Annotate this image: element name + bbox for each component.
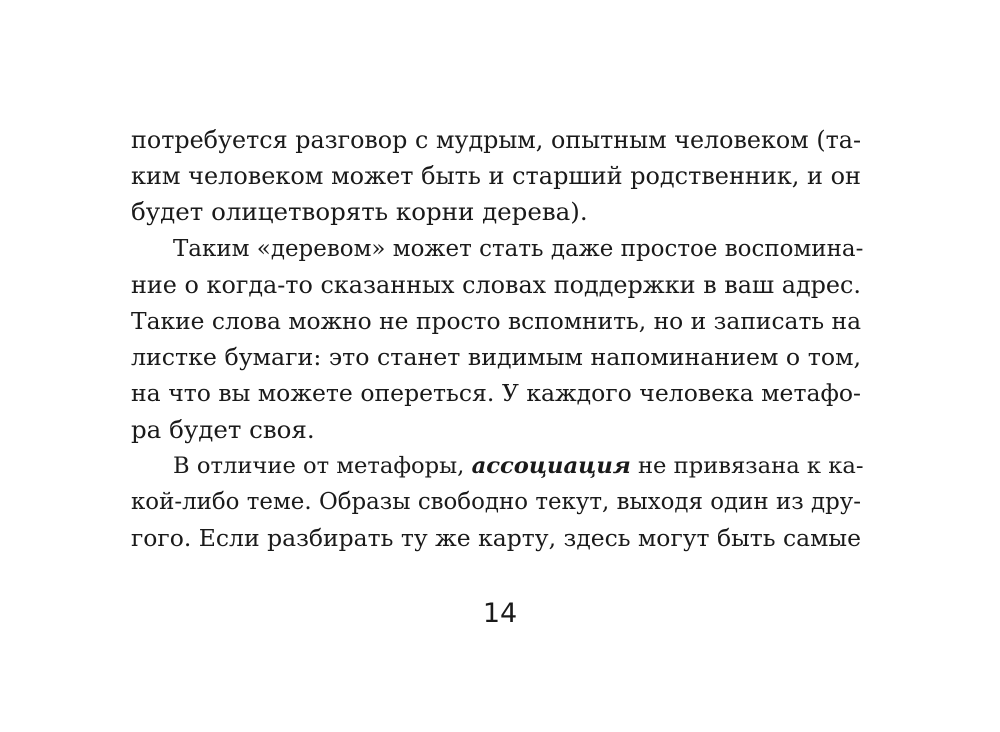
body-text: [131, 122, 864, 556]
text-line: ким человеком может быть и старший родственник, и он: [131, 162, 861, 191]
text-line: будет олицетворять корни дерева).: [131, 197, 588, 227]
text-line: гого. Если разбирать ту же карту, здесь могут быть самые: [131, 524, 861, 553]
text-line: на что вы можете опереться. У каждого человека метафо-: [131, 379, 861, 408]
text-fragment: В отличие от метафоры,: [173, 452, 472, 479]
emphasized-term: ассоциация: [471, 452, 631, 479]
page-number: 14: [482, 598, 518, 629]
text-line-with-term: [131, 448, 864, 484]
text-line: Таким «деревом» может стать даже простое воспомина-: [173, 235, 864, 262]
text-line: потребуется разговор с мудрым, опытным человеком (та-: [131, 126, 861, 154]
text-line: Такие слова можно не просто вспомнить, но и записать на: [131, 306, 861, 335]
text-line: кой-либо теме. Образы свободно текут, выходя один из дру-: [131, 488, 861, 515]
text-fragment: не привязана к ка-: [630, 452, 864, 479]
text-line: ние о когда-то сказанных словах поддержки в ваш адрес.: [131, 270, 861, 299]
text-line: ра будет своя.: [131, 414, 315, 444]
text-line: листке бумаги: это станет видимым напоминанием о том,: [131, 343, 861, 372]
